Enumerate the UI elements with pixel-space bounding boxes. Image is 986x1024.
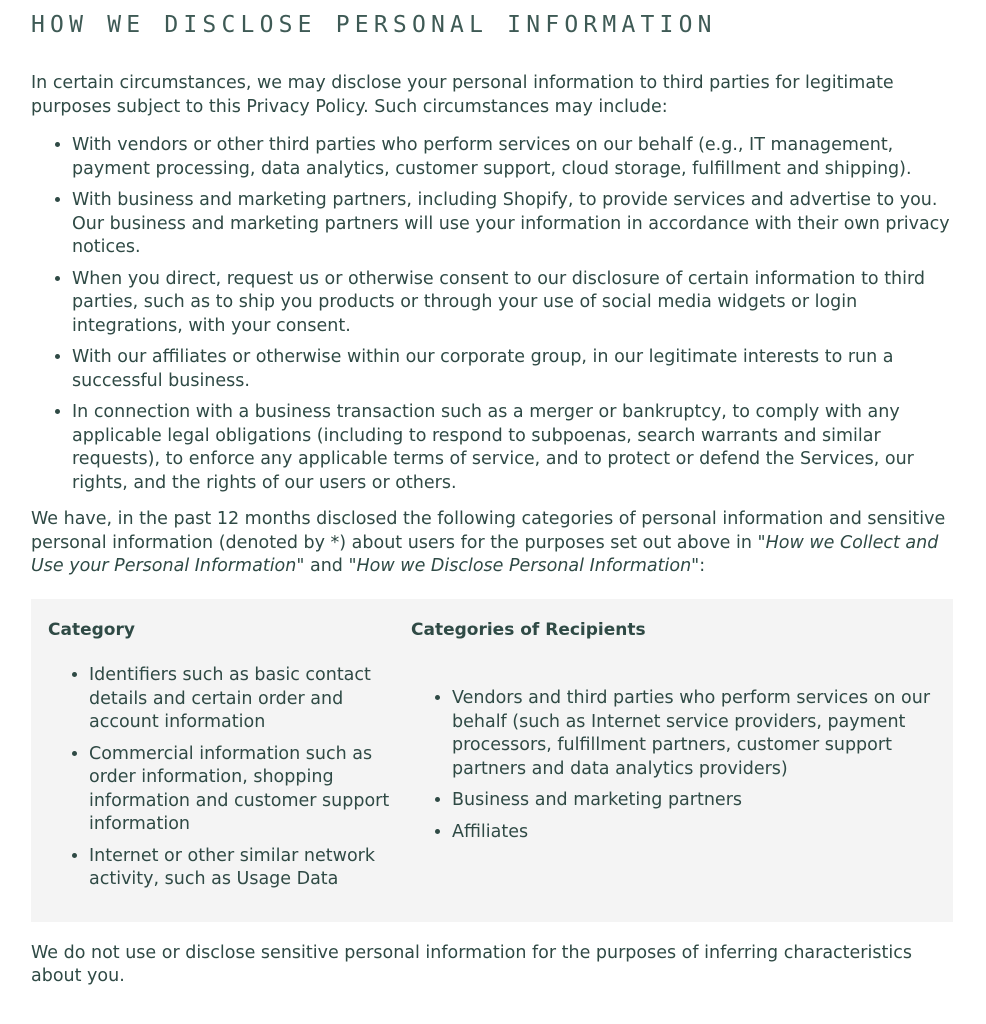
- past-end: :: [699, 556, 706, 576]
- category-item: • Identifiers such as basic contact details and certain order and account information: [89, 664, 411, 735]
- recipient-item: • Business and marketing partners: [452, 789, 943, 813]
- recipient-item: • Affiliates: [452, 821, 943, 845]
- recipients-column: [411, 619, 953, 900]
- list-item: • With our affiliates or otherwise within our corporate group, in our legitimate interests to run a successful business.: [72, 346, 950, 393]
- collect-use-reference: "How we Collect and Use your Personal Information": [31, 532, 939, 576]
- disclosure-list: [31, 134, 950, 495]
- closing-paragraph: We do not use or disclose sensitive personal information for the purposes of inferring characteristics about you.: [31, 942, 912, 986]
- list-item: • With business and marketing partners, including Shopify, to provide services and advertise to you. Our business and marketing partners will use your information in accordance with their own privacy notices.: [72, 189, 950, 260]
- list-item: • With vendors or other third parties who perform services on our behalf (e.g., IT management, payment processing, data analytics, customer support, cloud storage, fulfillment and shipping).: [72, 134, 950, 181]
- recipients-list: [411, 687, 943, 844]
- list-item: • When you direct, request us or otherwise consent to our disclosure of certain information to third parties, such as to ship you products or through your use of social media widgets or login integrations, with your consent.: [72, 268, 950, 339]
- recipient-item: • Vendors and third parties who perform services on our behalf (such as Internet service providers, payment processors, fulfillment partners, customer support partners and data analytics providers): [452, 687, 943, 781]
- category-item: • Internet or other similar network activity, such as Usage Data: [89, 845, 411, 892]
- recipients-header: Categories of Recipients: [411, 619, 646, 640]
- past-and: and: [304, 556, 349, 576]
- list-item: • In connection with a business transaction such as a merger or bankruptcy, to comply with any applicable legal obligations (including to respond to subpoenas, search warrants and similar requests), to enforce any applicable terms of service, and to protect or defend the Services, our rights, and the rights of our users or others.: [72, 401, 950, 495]
- category-header: Category: [48, 619, 135, 640]
- intro-paragraph: In certain circumstances, we may disclose your personal information to third parties for legitimate purposes subject to this Privacy Policy. Such circumstances may include:: [31, 73, 894, 117]
- section-heading: HOW WE DISCLOSE PERSONAL INFORMATION: [31, 12, 717, 38]
- category-item: • Commercial information such as order information, shopping information and customer support information: [89, 743, 411, 837]
- past-disclosures-paragraph: [31, 508, 950, 579]
- category-list: [48, 664, 411, 892]
- disclose-reference: "How we Disclose Personal Information": [348, 556, 700, 576]
- category-column: [31, 619, 411, 900]
- past-text: We have, in the past 12 months disclosed the following categories of personal information and sensitive personal information (denoted by *) about users for the purposes set out above in: [31, 509, 946, 553]
- disclosure-table: [31, 599, 953, 922]
